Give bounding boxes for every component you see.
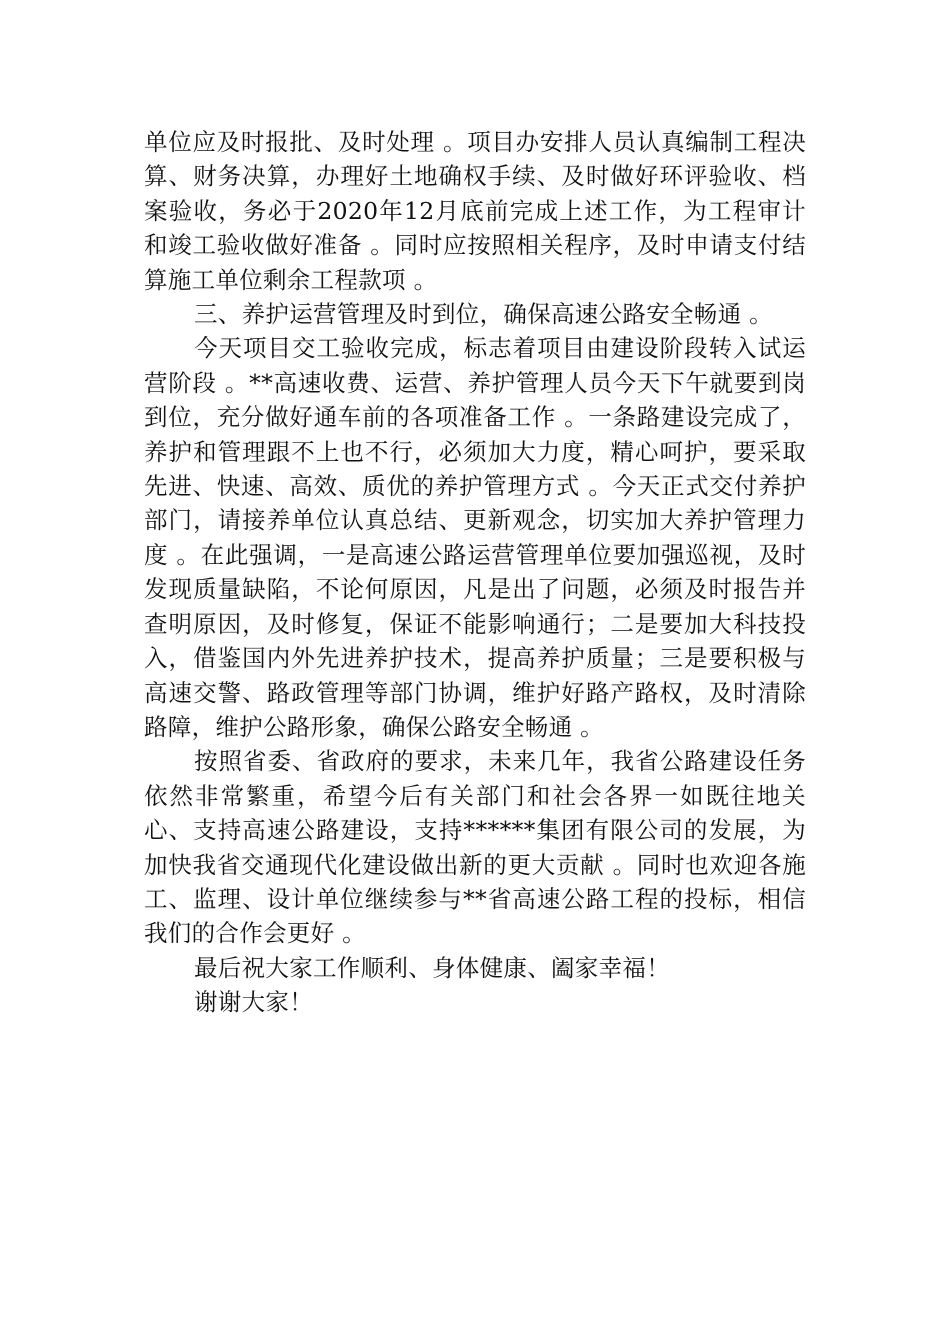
section-heading-three: 三、养护运营管理及时到位，确保高速公路安全畅通 。 [194,300,773,329]
paragraph-maintenance: 今天项目交工验收完成，标志着项目由建设阶段转入试运营阶段 。**高速收费、运营、养护管理人员今天下午就要到岗到位，充分做好通车前的各项准备工作 。一条路建设完成了，养护和管理跟不上也不行，必须加大力度，精心呵护，要采取先进、快速、高效、质优的养护管理方式 。今天正式交付养护部门，请接养单位认真总结、更新观念，切实加大养护管理力度 。在此强调，一是高速公路运营管理单位要加强巡视，及时发现质量缺陷，不论何原因，凡是出了问题，必须及时报告并查明原因，及时修复，保证不能影响通行；二是要加大科技投入，借鉴国内外先进养护技术，提高养护质量；三是要积极与高速交警、路政管理等部门协调，维护好路产路权，及时清除路障，维护公路形象，确保公路安全畅通 。 [144,334,806,741]
document-body [144,125,806,1020]
paragraph-continuation: 单位应及时报批、及时处理 。项目办安排人员认真编制工程决算、财务决算，办理好土地确权手续、及时做好环评验收、档案验收，务必于2020年12月底前完成上述工作，为工程审计和竣工验收做好准备 。同时应按照相关程序，及时申请支付结算施工单位剩余工程款项 。 [144,128,806,294]
paragraph-future: 按照省委、省政府的要求，未来几年，我省公路建设任务依然非常繁重，希望今后有关部门和社会各界一如既往地关心、支持高速公路建设，支持******集团有限公司的发展，为加快我省交通现代化建设做出新的更大贡献 。同时也欢迎各施工、监理、设计单位继续参与**省高速公路工程的投标，相信我们的合作会更好 。 [144,747,806,948]
paragraph-thanks: 谢谢大家！ [194,988,313,1017]
paragraph-wishes: 最后祝大家工作顺利、身体健康、阖家幸福！ [194,953,670,982]
